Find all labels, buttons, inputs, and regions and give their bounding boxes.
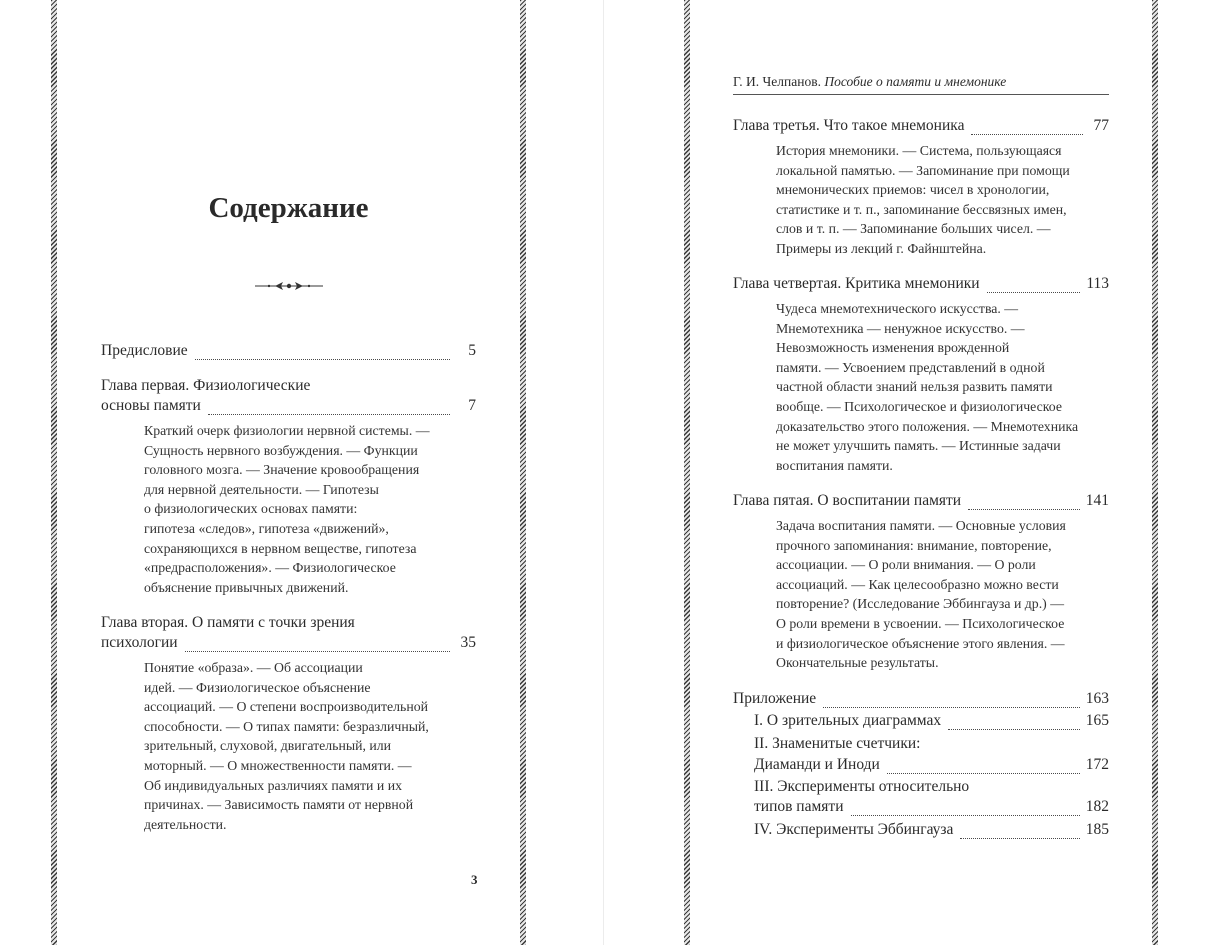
toc-entry-title: IV. Эксперименты Эббингауза [754, 821, 954, 838]
toc-entry-chapter-2[interactable] [101, 613, 476, 653]
toc-entry-title: Предисловие [101, 342, 188, 359]
leader-dots [851, 804, 1080, 816]
toc-entry-title-line: II. Знаменитые счетчики: [754, 735, 921, 752]
toc-entry-title: Глава четвертая. Критика мнемоники [733, 275, 980, 292]
chapter-4-summary: Чудеса мнемотехнического искусства. — Мнемотехника — ненужное искусство. — Невозможность изменения врожденной памяти. — Усвоением представлений в одной частной области знаний нельзя развить памяти вообще. — Психологическое и физиологическое доказательство этого положения. — Мнемотехника не может улучшить память. — Истинные задачи воспитания памяти. [776, 301, 1079, 473]
book-gutter [603, 0, 604, 945]
toc-entry-title-line: Глава первая. Физиологические [101, 377, 311, 394]
leader-dots [971, 123, 1083, 135]
toc-appendix-item[interactable] [754, 711, 1109, 731]
page-edge-right [1152, 0, 1158, 945]
toc-entry-title-line: психологии [101, 634, 178, 651]
right-page [684, 0, 1158, 945]
chapter-1-summary: Краткий очерк физиологии нервной системы. — Сущность нервного возбуждения. — Функции головного мозга. — Значение кровообращения для нервной деятельности. — Гипотезы о физиологических основах памяти: гипотеза «следов», гипотеза «движений», сохраняющихся в нервном веществе, гипотеза «предрасположения». — Физиологическое объяснение привычных движений. [144, 423, 430, 595]
running-head [733, 74, 1109, 95]
leader-dots [208, 403, 450, 415]
running-head-author: Г. И. Челпанов. [733, 74, 821, 89]
toc-page-number: 182 [1085, 798, 1109, 815]
toc-page-number: 35 [460, 634, 476, 651]
toc-entry-title-line: Глава вторая. О памяти с точки зрения [101, 614, 355, 631]
toc-page-number: 77 [1093, 117, 1109, 134]
toc-page-number: 5 [468, 342, 476, 359]
toc-entry-title: Глава третья. Что такое мнемоника [733, 117, 965, 134]
page-number: 3 [471, 872, 478, 887]
toc-appendix-item[interactable] [754, 820, 1109, 840]
toc-entry-chapter-5[interactable] [733, 491, 1109, 511]
toc-entry-chapter-4[interactable] [733, 274, 1109, 294]
page-edge-right-inner [684, 0, 690, 945]
left-page [51, 0, 526, 945]
toc-entry-title: Глава пятая. О воспитании памяти [733, 492, 962, 509]
leader-dots [887, 762, 1080, 774]
toc-entry-title: I. О зрительных диаграммах [754, 712, 942, 729]
leader-dots [960, 827, 1079, 839]
leader-dots [185, 640, 450, 652]
toc-page-number: 113 [1086, 275, 1109, 292]
chapter-2-summary: Понятие «образа». — Об ассоциации идей. — Физиологическое объяснение ассоциаций. — О степени воспроизводительной способности. — О типах памяти: безразличный, зрительный, слуховой, двигательный, или моторный. — О множественности памяти. — Об индивидуальных различиях памяти и их причинах. — Зависимость памяти от нервной деятельности. [144, 660, 429, 832]
toc-entry-chapter-3[interactable] [733, 116, 1109, 136]
toc-entry-chapter-1[interactable] [101, 376, 476, 416]
toc-appendix-item[interactable] [754, 734, 1109, 775]
toc-page-number: 185 [1085, 821, 1109, 838]
toc-entry-title-line: Диаманди и Иноди [754, 756, 880, 773]
toc-page-number: 163 [1085, 690, 1109, 707]
toc-entry-appendix[interactable] [733, 689, 1109, 709]
running-head-title: Пособие о памяти и мнемонике [824, 74, 1007, 89]
page-edge-left [51, 0, 57, 945]
toc-page-number: 7 [468, 397, 476, 414]
page-edge-left-inner [520, 0, 526, 945]
toc-appendix-item[interactable] [754, 777, 1109, 817]
chapter-3-summary: История мнемоники. — Система, пользующаяся локальной памятью. — Запоминание при помощи мнемонических приемов: чисел в хронологии, статистике и т. п., запоминание бессвязных имен, слов и т. п. — Запоминание больших чисел. — Примеры из лекций г. Файнштейна. [776, 143, 1070, 256]
toc-page-number: 165 [1085, 712, 1109, 729]
leader-dots [968, 498, 1080, 510]
toc-entry-title: Приложение [733, 690, 817, 707]
leader-dots [987, 281, 1081, 293]
toc-entry-title-line: основы памяти [101, 397, 201, 414]
chapter-5-summary: Задача воспитания памяти. — Основные условия прочного запоминания: внимание, повторение, ассоциации. — О роли внимания. — О роли ассоциаций. — Как целесообразно можно вести повторение? (Исследование Эббингауза и др.) — О роли времени в усвоении. — Психологическое и физиологическое объяснение этого явления. — Окончательные результаты. [776, 518, 1066, 671]
toc-page-number: 172 [1085, 756, 1109, 773]
ornament-divider-icon [255, 280, 323, 292]
leader-dots [823, 696, 1080, 708]
toc-page-number: 141 [1085, 492, 1109, 509]
contents-title: Содержание [208, 192, 369, 224]
toc-entry-preface[interactable] [101, 341, 476, 361]
toc-entry-title-line: типов памяти [754, 798, 844, 815]
leader-dots [948, 718, 1080, 730]
toc-entry-title-line: III. Эксперименты относительно [754, 778, 970, 795]
leader-dots [195, 348, 450, 360]
